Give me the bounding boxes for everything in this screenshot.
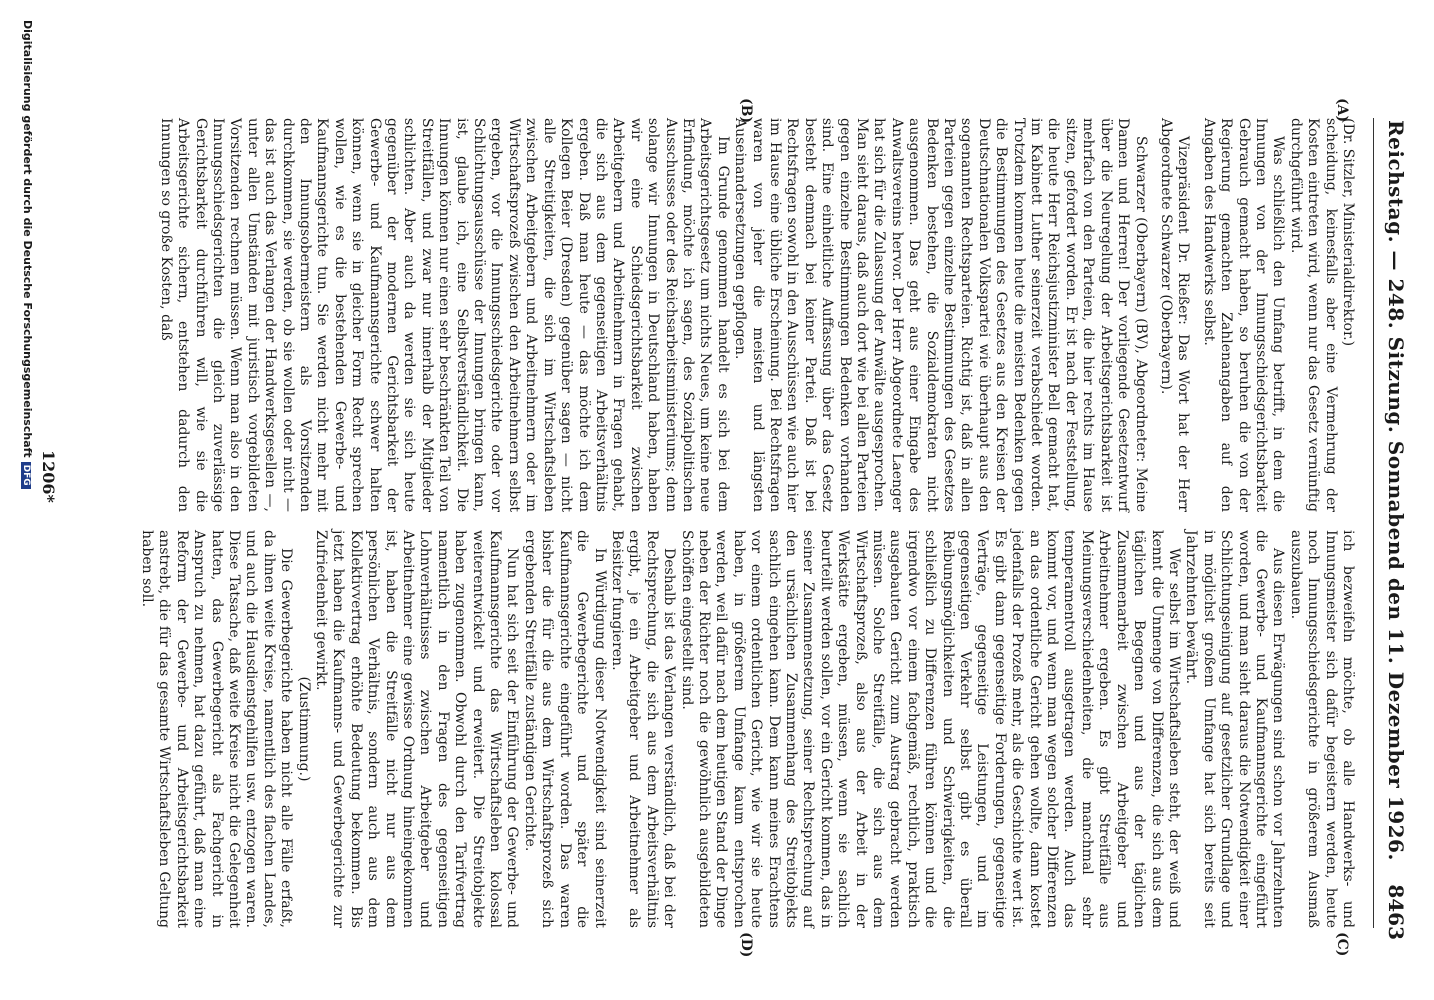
speaker-attribution: (Dr. Sitzler, Ministerialdirektor.) [1340,118,1356,347]
footer-page-number: 1206* [39,450,58,503]
paragraph: Die Gewerbegerichte haben nicht alle Fälle erfaßt, da ihnen weite Kreise, namentlich des flachen Landes, und auch die Hausdienstgehilfen usw. entzogen waren. Diese Tatsache, daß weite Kreise nicht die Gelegenheit hatten, das Gewerbegericht als Fachgericht in Anspruch zu nehmen, hat dazu geführt, daß man eine Reform der Gewerbe- und Arbeitsgerichtsbarkeit anstrebt, die für das gesamte Wirtschaftsleben Geltung haben soll. [138,530,295,928]
header-rule [1373,118,1374,928]
left-column [156,118,1356,512]
margin-mark-c: (C) [1334,932,1350,957]
dfg-logo: DFG [21,462,31,489]
paragraph: Schwarzer (Oberbayern) (BV), Abgeordneter: Meine Damen und Herren! Der vorliegende Gesetzentwurf über die Neuregelung der Arbeitsgerichtsbarkeit ist mehrfach von den Parteien, die hier rechts im Hause sitzen, gefordert worden. Er ist nach der Feststellung, die heute Herr Reichsjustizminister Bell gemacht hat, im Kabinett Luther seinerzeit verabschiedet worden. Trotzdem kommen heute die meisten Bedenken gegen die Bestimmungen des Gesetzes aus den Kreisen der Deutschnationalen Volkspartei wie überhaupt aus den sogenannten Rechtsparteien. Richtig ist, daß in allen Parteien gegen einzelne Bestimmungen des Gesetzes Bedenken bestehen, die Sozialdemokraten nicht ausgenommen. Das geht aus einer Eingabe des Anwaltsvereins hervor. Der Herr Abgeordnete Laenger hat sich für die Zulassung der Anwälte ausgesprochen. Man sieht daraus, daß auch dort wie bei allen Parteien gegen einzelne Bestimmungen Bedenken vorhanden sind. Eine einheitliche Auffassung über das Gesetz besteht demnach bei keiner Partei. Daß ist bei Rechtsfragen sowohl in den Ausschüssen wie auch hier im Hause eine übliche Erscheinung. Bei Rechtsfragen waren von jeher die meisten und längsten Auseinandersetzungen gepflogen. [732,118,1149,512]
margin-mark-a: (A) [1334,98,1350,123]
paragraph: In Würdigung dieser Notwendigkeit sind seinerzeit die Gewerbegerichte und später die Kaufmannsgerichte eingeführt worden. Das waren bisher die für die aus dem Wirtschaftsprozeß sich ergebenden Streitfälle zuständigen Gerichte. [521,530,608,928]
digitization-credit [21,20,34,489]
credit-text: Digitalisierung gefördert durch die Deutsche Forschungsgemeinschaft [21,20,34,458]
paragraph: Im Grunde genommen handelt es sich bei dem Arbeitsgerichtsgesetz um nichts Neues, um keine neue Erfindung, möchte ich sagen, des Sozialpolitischen Ausschusses oder des Reichsarbeitsministeriums; denn solange wir Innungen in Deutschland haben, haben wir eine Schiedsgerichtsbarkeit zwischen Arbeitgebern und Arbeitnehmern in Fragen gehabt, die sich aus dem gegenseitigen Arbeitsverhältnis ergeben. Daß man heute — das möchte ich dem Kollegen Beier (Dresden) gegenüber sagen — nicht alle Streitigkeiten, die sich im Wirtschaftsleben zwischen Arbeitgebern und Arbeitnehmern oder im Wirtschaftsprozeß zwischen den Arbeitnehmern selbst ergeben, vor die Innungsschiedsgerichte oder vor Schlichtungsausschüsse der Innungen bringen kann, ist, glaube ich, eine Selbstverständlichkeit. Die Innungen können nur einen sehr beschränkten Teil von Streitfällen, und zwar nur innerhalb der Mitglieder schlichten. Aber auch da werden sie sich heute gegenüber der modernen Gerichtsbarkeit der Gewerbe- und Kaufmannsgerichte schwer halten können, wenn sie in gleicher Form Recht sprechen wollen, wie es die bestehenden Gewerbe- und Kaufmannsgerichte tun. Sie werden nicht mehr mit den Innungsobermeistern als Vorsitzenden durchkommen, sie werden, ob sie wollen oder nicht — das ist auch das Verlangen der Handwerksgesellen —, unter allen Umständen mit juristisch vorgebildeten Vorsitzenden rechnen müssen. Wenn man also in den Innungsschiedsgerichten die gleich zuverlässige Gerichtsbarkeit durchführen will, wie sie die Arbeitsgerichte sichern, entstehen dadurch den Innungen so große Kosten, daß [157,118,731,512]
paragraph: Vizepräsident Dr. Rießer: Das Wort hat der Herr Abgeordnete Schwarzer (Oberbayern). [1157,118,1192,512]
paragraph: Aus diesen Erwägungen sind schon vor Jahrzehnten die Gewerbe- und Kaufmannsgerichte eingeführt worden, und man sieht daraus die Notwendigkeit einer Schlichtungseinigung auf gesetzlicher Grundlage und in möglichst großem Umfange hat sich bereits seit Jahrzehnten bewährt. [1183,530,1287,928]
paragraph: Wer selbst im Wirtschaftsleben steht, der weiß und kennt die Unmenge von Differenzen, die sich aus dem täglichen Begegnen und aus der täglichen Zusammenarbeit zwischen Arbeitgeber und Arbeitnehmer ergeben. Es gibt Streitfälle aus Meinungsverschiedenheiten, die manchmal sehr temperamentvoll ausgetragen werden. Auch das kommt vor, und wenn man wegen solcher Differenzen an das ordentliche Gericht gehen wollte, dann kostet jedenfalls der Prozeß mehr, als die Geschichte wert ist. Es gibt dann gegenseitige Forderungen, gegenseitige Verträge, gegenseitige Leistungen, und im gegenseitigen Verkehr selbst gibt es überall Reibungsmöglichkeiten und Schwierigkeiten, die schließlich zu Differenzen führen können und die irgendwo vor einem fachgemäß, rechtlich, praktisch ausgebauten Gericht zum Austrag gebracht werden müssen. Solche Streitfälle, die sich aus dem Wirtschaftsprozeß, also aus der Arbeit in der Werkstätte ergeben, müssen, wenn sie sachlich beurteilt werden sollen, vor ein Gericht kommen, das in seiner Zusammensetzung, seiner Rechtsprechung auf den ursächlichen Zusammenhang des Streitobjekts sachlich eingehen kann. Dem kann meines Erachtens vor einem ordentlichen Gericht, wie wir sie heute haben, in größerem Umfange kaum entsprochen werden, weil dafür nach dem heutigen Stand der Dinge neben der Richter noch die gewöhnlich ausgebildeten Schöffen eingestellt sind. [678,530,1182,928]
interjection: (Zustimmung.) [295,676,312,782]
paragraph: Nun hat sich seit der Einführung der Gewerbe- und Kaufmannsgerichte das Wirtschaftsleben kolossal weiterentwickelt und erweitert. Die Streitobjekte haben zugenommen. Obwohl durch den Tarifvertrag namentlich in den Fragen des gegenseitigen Lohnverhältnisses zwischen Arbeitgeber und Arbeitnehmer eine gewisse Ordnung hineingekommen ist, haben die Streitfälle nicht nur aus dem persönlichen Verhältnis, sondern auch aus dem Kollektivvertrag erhöhte Bedeutung bekommen. Bis jetzt haben die Kaufmanns- und Gewerbegerichte zur Zufriedenheit gewirkt. [313,530,521,928]
running-head: Reichstag. — 248. Sitzung. Sonnabend den 11. Dezember 1926. [1384,120,1408,861]
right-column [138,530,1356,928]
paragraph: ich bezweifeln möchte, ob alle Handwerks- und Innungsmeister sich dafür begeistern werden, heute noch Innungsschiedsgerichte in größerem Ausmaß auszubauen. [1287,530,1356,928]
margin-mark-d: (D) [738,932,754,958]
paragraph: Was schließlich den Umfang betrifft, in dem die Innungen von der Innungsschiedsgerichtsbarkeit Gebrauch gemacht haben, so beruhen die von der Regierung gemachten Zahlenangaben auf den Angaben des Handwerks selbst. [1200,118,1287,512]
paragraph: Deshalb ist das Verlangen verständlich, daß bei der Rechtsprechung, die sich aus dem Arbeitsverhältnis ergibt, je ein Arbeitgeber und Arbeitnehmer als Beisitzer fungieren. [608,530,678,928]
page-number: 8463 [1384,884,1408,940]
margin-mark-b: (B) [738,98,754,124]
page-footer [21,20,58,920]
page-header [1384,0,1416,1000]
paragraph: scheidung, keinesfalls aber eine Vermehrung der Kosten eintreten wird, wenn nur das Gesetz vernünftig durchgeführt wird. [1287,118,1339,512]
